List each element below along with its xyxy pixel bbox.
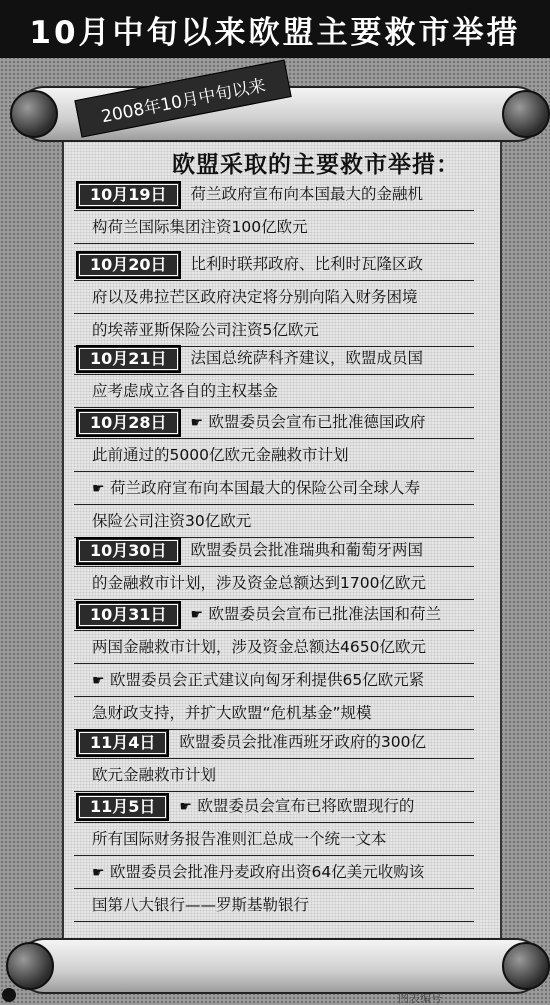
entry-text: 欧盟委员会宣布已将欧盟现行的 <box>197 797 415 815</box>
entry-text: 欧盟委员会批准瑞典和葡萄牙两国 <box>190 541 424 559</box>
entry-text: 欧盟委员会批准丹麦政府出资64亿美元收购该 <box>110 863 425 881</box>
date-badge: 10月30日 <box>76 537 181 565</box>
scroll-bottom-roller <box>18 938 542 994</box>
entry-text: 欧元金融救市计划 <box>92 766 217 784</box>
date-badge: 10月21日 <box>76 345 181 373</box>
list-item <box>74 726 474 792</box>
entry-text: 的金融救市计划，涉及资金总额达到1700亿欧元 <box>92 574 426 592</box>
roller-knob-icon <box>6 942 54 990</box>
entry-text: 应考虑成立各自的主权基金 <box>92 382 279 400</box>
entry-text: 的埃蒂亚斯保险公司注资5亿欧元 <box>92 321 319 339</box>
footer-credit: 图表编号 <box>398 992 442 1004</box>
date-badge: 11月5日 <box>76 793 169 821</box>
entry-text: 所有国际财务报告准则汇总成一个统一文本 <box>92 830 387 848</box>
hand-pointer-icon: ☛ <box>92 865 105 881</box>
date-badge: 10月31日 <box>76 601 181 629</box>
page-title: 10月中旬以来欧盟主要救市举措 <box>0 0 550 58</box>
date-badge: 11月4日 <box>76 729 169 757</box>
roller-knob-icon <box>502 90 550 138</box>
entry-text: 比利时联邦政府、比利时瓦隆区政 <box>190 255 424 273</box>
entry-text: 荷兰政府宣布向本国最大的金融机 <box>190 185 424 203</box>
date-range-ribbon: 2008年10月中旬以来 <box>74 60 291 138</box>
list-item <box>74 248 474 347</box>
roller-knob-icon <box>502 942 550 990</box>
hand-pointer-icon: ☛ <box>179 799 192 815</box>
entry-text: 国第八大银行——罗斯基勒银行 <box>92 896 310 914</box>
entry-text: 此前通过的5000亿欧元金融救市计划 <box>92 446 349 464</box>
entry-text: 府以及弗拉芒区政府决定将分别向陷入财务困境 <box>92 288 418 306</box>
list-item <box>74 534 474 600</box>
hand-pointer-icon: ☛ <box>190 415 204 431</box>
list-item <box>74 598 474 730</box>
hand-pointer-icon: ☛ <box>92 673 105 689</box>
entry-text: 保险公司注资30亿欧元 <box>92 512 252 530</box>
entry-text: 构荷兰国际集团注资100亿欧元 <box>92 218 308 236</box>
date-badge: 10月19日 <box>76 181 181 209</box>
list-item <box>74 790 474 922</box>
hand-pointer-icon: ☛ <box>92 481 105 497</box>
date-badge: 10月20日 <box>76 251 181 279</box>
entry-text: 法国总统萨科齐建议，欧盟成员国 <box>190 349 424 367</box>
list-item <box>74 178 474 244</box>
entry-text: 欧盟委员会宣布已批准法国和荷兰 <box>208 605 442 623</box>
list-item <box>74 342 474 408</box>
date-badge: 10月28日 <box>76 409 181 437</box>
entry-text: 欧盟委员会宣布已批准德国政府 <box>208 413 426 431</box>
entry-text: 两国金融救市计划，涉及资金总额达4650亿欧元 <box>92 638 426 656</box>
roller-knob-icon <box>10 90 58 138</box>
list-item <box>74 406 474 538</box>
section-heading: 欧盟采取的主要救市举措： <box>172 152 460 178</box>
entry-text: 急财政支持，并扩大欧盟“危机基金”规模 <box>92 704 372 722</box>
corner-dot <box>2 988 16 1002</box>
entry-text: 欧盟委员会批准西班牙政府的300亿 <box>179 733 426 751</box>
entry-text: 荷兰政府宣布向本国最大的保险公司全球人寿 <box>110 479 421 497</box>
entry-text: 欧盟委员会正式建议向匈牙利提供65亿欧元紧 <box>110 671 425 689</box>
hand-pointer-icon: ☛ <box>190 607 204 623</box>
